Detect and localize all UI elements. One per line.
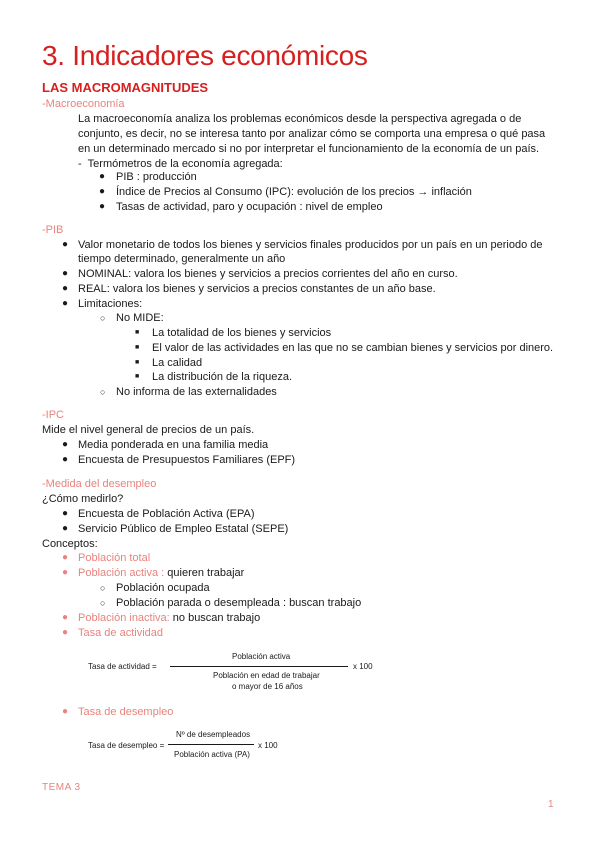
list-item: PIB : producción xyxy=(116,171,197,183)
bullet-icon: ● xyxy=(62,523,69,534)
list-item: Valor monetario de todos los bienes y servicios finales producidos por un país en un periodo de xyxy=(78,239,543,251)
formula-multiplier: x 100 xyxy=(258,741,278,750)
formula-lhs: Tasa de desempleo = xyxy=(88,741,165,750)
section-pib: -PIB xyxy=(42,224,64,236)
list-item: La totalidad de los bienes y servicios xyxy=(152,327,332,339)
concept-desc: no buscan trabajo xyxy=(172,612,261,624)
list-item: El valor de las actividades en las que no se cambian bienes y servicios por dinero. xyxy=(152,342,554,354)
bullet-icon: ● xyxy=(62,627,69,638)
list-item: Servicio Público de Empleo Estatal (SEPE) xyxy=(78,523,289,535)
formula-denominator: o mayor de 16 años xyxy=(232,682,303,691)
dash-marker: - xyxy=(78,158,82,170)
formula-denominator: Población en edad de trabajar xyxy=(213,671,320,680)
paragraph-line: Mide el nivel general de precios de un país. xyxy=(42,424,255,436)
square-bullet-icon: ■ xyxy=(135,359,140,366)
concept-label: Población activa : xyxy=(78,567,168,579)
paragraph-line: Conceptos: xyxy=(42,538,98,550)
bullet-icon: ● xyxy=(99,201,106,212)
paragraph-line: ¿Cómo medirlo? xyxy=(42,493,124,505)
bullet-icon: ● xyxy=(62,567,69,578)
circle-bullet-icon: ○ xyxy=(100,583,106,593)
bullet-icon: ● xyxy=(62,268,69,279)
list-item: REAL: valora los bienes y servicios a precios constantes de un año base. xyxy=(78,283,436,295)
bullet-icon: ● xyxy=(99,186,106,197)
fraction-bar xyxy=(168,744,254,745)
list-item: No MIDE: xyxy=(116,312,164,324)
list-item-continuation: tiempo determinado, generalmente un año xyxy=(78,253,286,265)
heading-macromagnitudes: LAS MACROMAGNITUDES xyxy=(42,80,209,95)
list-item: Media ponderada en una familia media xyxy=(78,439,269,451)
concept-label: Población total xyxy=(78,552,151,564)
circle-bullet-icon: ○ xyxy=(100,313,106,323)
concept-label: Población inactiva: xyxy=(78,612,173,624)
page-number: 1 xyxy=(548,799,554,810)
dash-item: - Termómetros de la economía agregada: xyxy=(78,158,283,170)
list-item: Encuesta de Población Activa (EPA) xyxy=(78,508,255,520)
formula-lhs: Tasa de actividad = xyxy=(88,662,157,671)
concept-label: Tasa de desempleo xyxy=(78,706,174,718)
bullet-icon: ● xyxy=(62,298,69,309)
formula-denominator: Población activa (PA) xyxy=(174,750,250,759)
bullet-icon: ● xyxy=(62,454,69,465)
page-title: 3. Indicadores económicos xyxy=(42,40,368,71)
section-macroeconomia: -Macroeconomía xyxy=(42,98,125,110)
paragraph-line: conjunto, es decir, no se interesa tanto por analizar cómo se comporta una empresa o qué pasa xyxy=(78,128,546,140)
list-item: NOMINAL: valora los bienes y servicios a precios corrientes del año en curso. xyxy=(78,268,458,280)
concept-item xyxy=(78,566,244,580)
section-ipc: -IPC xyxy=(42,409,64,421)
fraction-bar xyxy=(170,666,348,667)
bullet-icon: ● xyxy=(62,439,69,450)
square-bullet-icon: ■ xyxy=(135,344,140,351)
square-bullet-icon: ■ xyxy=(135,373,140,380)
list-item: Índice de Precios al Consumo (IPC): evolución de los precios → inflación xyxy=(116,186,472,198)
paragraph-line: en un determinado mercado si no por interpretar el funcionamiento de la economía de un país. xyxy=(78,143,540,155)
bullet-icon: ● xyxy=(62,706,69,717)
concept-item xyxy=(78,611,260,625)
list-item: La calidad xyxy=(152,357,203,369)
circle-bullet-icon: ○ xyxy=(100,598,106,608)
bullet-icon: ● xyxy=(99,171,106,182)
circle-bullet-icon: ○ xyxy=(100,387,106,397)
formula-numerator: Nº de desempleados xyxy=(176,730,251,739)
bullet-icon: ● xyxy=(62,612,69,623)
list-item: No informa de las externalidades xyxy=(116,386,277,398)
square-bullet-icon: ■ xyxy=(135,329,140,336)
bullet-icon: ● xyxy=(62,508,69,519)
list-item: Población parada o desempleada : buscan trabajo xyxy=(116,597,362,609)
list-item: Población ocupada xyxy=(116,582,210,594)
paragraph-line: La macroeconomía analiza los problemas económicos desde la perspectiva agregada o de xyxy=(78,113,522,125)
concept-label: Tasa de actividad xyxy=(78,627,163,639)
footer-label: TEMA 3 xyxy=(42,782,81,793)
section-desempleo: -Medida del desempleo xyxy=(42,478,157,490)
concept-desc: quieren trabajar xyxy=(167,567,245,579)
formula-multiplier: x 100 xyxy=(353,662,373,671)
list-item: Encuesta de Presupuestos Familiares (EPF) xyxy=(78,454,296,466)
list-item: La distribución de la riqueza. xyxy=(152,371,293,383)
formula-numerator: Población activa xyxy=(232,652,291,661)
bullet-icon: ● xyxy=(62,552,69,563)
list-item: Limitaciones: xyxy=(78,298,143,310)
bullet-icon: ● xyxy=(62,239,69,250)
bullet-icon: ● xyxy=(62,283,69,294)
list-item: Tasas de actividad, paro y ocupación : nivel de empleo xyxy=(116,201,383,213)
